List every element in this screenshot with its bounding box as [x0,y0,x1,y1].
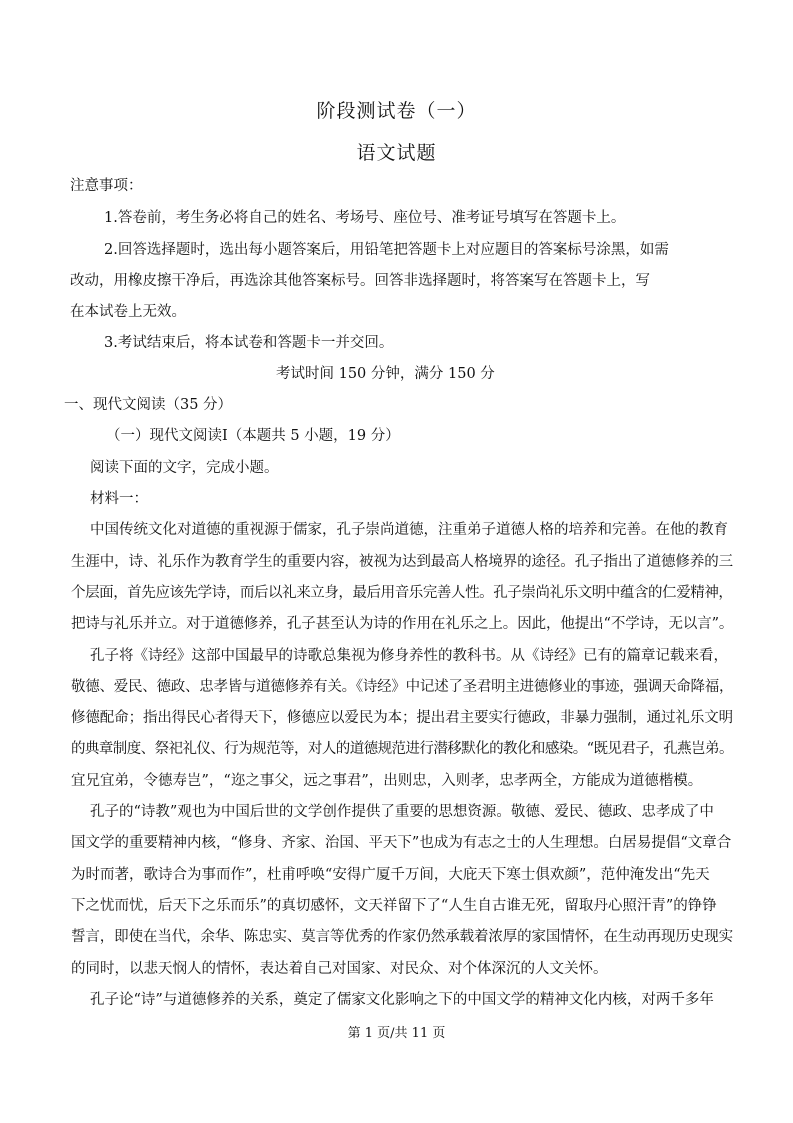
page-subtitle: 语文试题 [356,142,437,164]
passage-line: 为时而著，歌诗合为事而作”，杜甫呼唤“安得广厦千万间，大庇天下寒士俱欢颜”，范仲淹发出“先天 [71,867,710,883]
passage-line: 生涯中，诗、礼乐作为教育学生的重要内容，被视为达到最高人格境界的途径。孔子指出了道德修养的三 [71,554,733,570]
passage-line: 国文学的重要精神内核，“修身、齐家、治国、平天下”也成为有志之士的人生理想。白居易提倡“文章合 [71,835,732,851]
reading-instruction: 阅读下面的文字，完成小题。 [90,460,279,476]
passage-line: 宜兄宜弟，令德寿岂”，“迩之事父，远之事君”，出则忠，入则孝，忠孝两全，方能成为道德楷模。 [71,773,703,789]
passage-line: 修德配命；指出得民心者得天下，修德应以爱民为本；提出君主要实行德政，非暴力强制，通过礼乐文明 [71,710,733,726]
notice-item: 3.考试结束后，将本试卷和答题卡一并交回。 [104,335,394,351]
notice-item: 2.回答选择题时，选出每小题答案后，用铅笔把答题卡上对应题目的答案标号涂黑，如需 [104,242,669,258]
passage-line: 个层面，首先应该先学诗，而后以礼来立身，最后用音乐完善人性。孔子崇尚礼乐文明中蕴含的仁爱精神， [71,585,733,601]
passage-line: 孔子将《诗经》这部中国最早的诗歌总集视为修身养性的教科书。从《诗经》已有的篇章记载来看， [90,648,728,664]
passage-line: 中国传统文化对道德的重视源于儒家，孔子崇尚道德，注重弟子道德人格的培养和完善。在他的教育 [90,522,728,538]
page-number: 第 1 页/共 11 页 [347,1026,446,1041]
passage-line: 下之忧而忧，后天下之乐而乐”的真切感怀，文天祥留下了“人生自古谁无死，留取丹心照汗青”的铮铮 [71,898,717,914]
material-label: 材料一： [90,491,148,507]
passage-line: 把诗与礼乐并立。对于道德修养，孔子甚至认为诗的作用在礼乐之上。因此，他提出“不学诗，无以言”。 [71,616,734,632]
passage-line: 誓言，即使在当代，余华、陈忠实、莫言等优秀的作家仍然承载着浓厚的家国情怀，在生动再现历史现实 [71,929,733,945]
notice-item: 在本试卷上无效。 [70,304,186,320]
notice-heading: 注意事项： [70,178,143,194]
notice-item: 改动，用橡皮擦干净后，再选涂其他答案标号。回答非选择题时，将答案写在答题卡上，写 [70,273,650,289]
passage-line: 的同时，以悲天悯人的情怀，表达着自己对国家、对民众、对个体深沉的人文关怀。 [71,961,608,977]
exam-time: 考试时间 150 分钟，满分 150 分 [276,366,495,382]
passage-line: 孔子的“诗教”观也为中国后世的文学创作提供了重要的思想资源。敬德、爱民、德政、忠孝成了中 [90,804,714,820]
passage-line: 敬德、爱民、德政、忠孝皆与道德修养有关。《诗经》中记述了圣君明主进德修业的事迹，强调天命降福， [71,679,734,695]
section-heading: 一、现代文阅读（35 分） [64,397,233,413]
passage-line: 的典章制度、祭祀礼仪、行为规范等，对人的道德规范进行潜移默化的教化和感染。“既见君子，孔燕岂弟。 [71,741,733,757]
page-title: 阶段测试卷（一） [316,100,477,122]
subsection-heading: （一）现代文阅读Ⅰ（本题共 5 小题，19 分） [106,428,400,444]
notice-item: 1.答卷前，考生务必将自己的姓名、考场号、座位号、准考证号填写在答题卡上。 [104,210,626,226]
passage-line: 孔子论“诗”与道德修养的关系，奠定了儒家文化影响之下的中国文学的精神文化内核，对两千多年 [90,992,714,1008]
